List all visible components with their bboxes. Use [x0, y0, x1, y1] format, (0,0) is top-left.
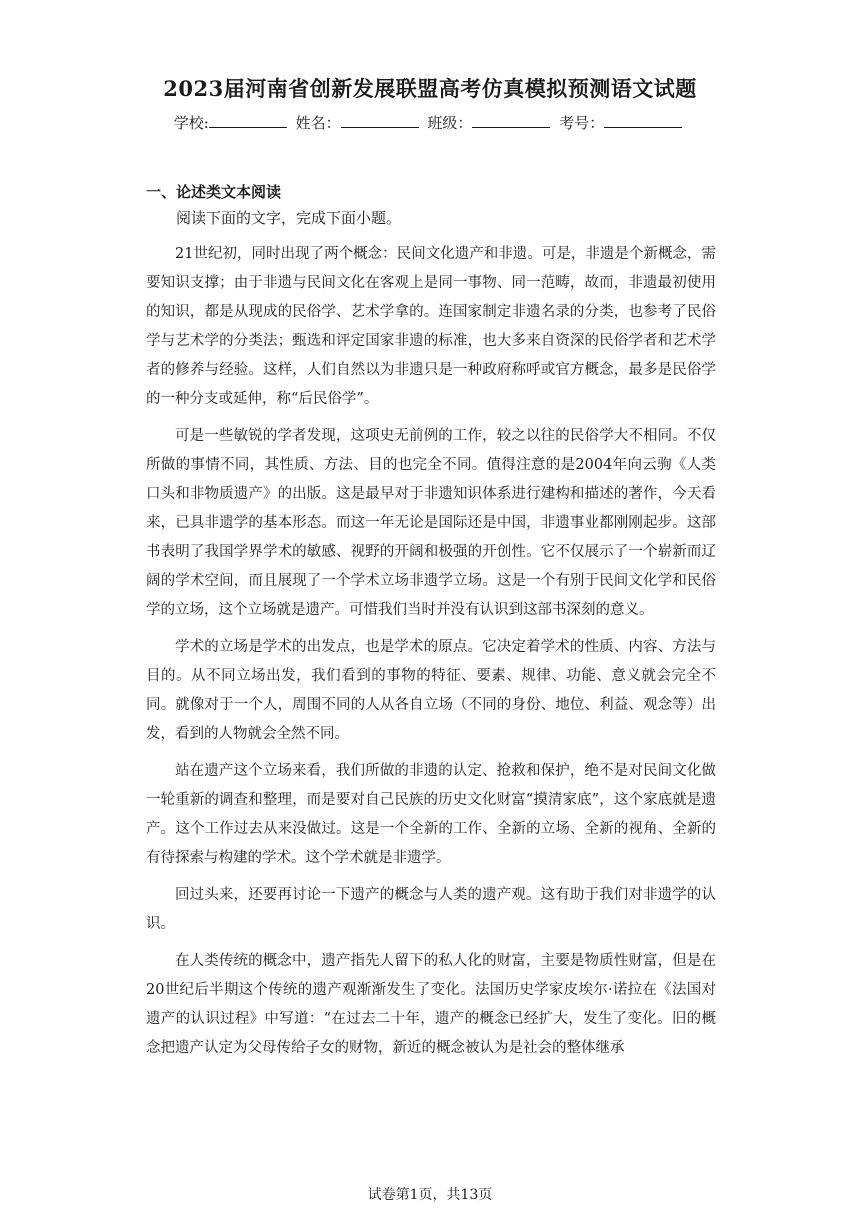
exam-number-blank: [604, 113, 682, 128]
section-heading: 一、论述类文本阅读: [146, 183, 282, 201]
class-label: 班级：: [427, 114, 473, 132]
student-info-line: [0, 112, 860, 133]
passage-paragraph: 21世纪初，同时出现了两个概念：民间文化遗产和非遗。可是，非遗是个新概念，需要知识支撑；由于非遗与民间文化在客观上是同一事物、同一范畴，故而，非遗最初使用的知识，都是从现成的民俗学、艺术学拿的。连国家制定非遗名录的分类，也参考了民俗学与艺术学的分类法；甄选和评定国家非遗的标准，也大多来自资深的民俗学者和艺术学者的修养与经验。这样，人们自然以为非遗只是一种政府称呼或官方概念，最多是民俗学的一种分支或延伸，称“后民俗学”。: [146, 246, 716, 407]
name-blank: [341, 113, 419, 128]
school-label: 学校:: [173, 114, 209, 132]
passage-paragraph: 站在遗产这个立场来看，我们所做的非遗的认定、抢救和保护，绝不是对民间文化做一轮重新的调查和整理，而是要对自己民族的历史文化财富“摸清家底”，这个家底就是遗产。这个工作过去从来没做过。这是一个全新的工作、全新的立场、全新的视角、全新的有待探索与构建的学术。这个学术就是非遗学。: [146, 763, 716, 866]
exam-number-label: 考号：: [559, 114, 605, 132]
page-footer: 试卷第1页，共13页: [367, 1187, 493, 1203]
class-blank: [472, 113, 550, 128]
passage-paragraph: 回过头来，还要再讨论一下遗产的概念与人类的遗产观。这有助于我们对非遗学的认识。: [146, 887, 716, 932]
page-title: 2023届河南省创新发展联盟高考仿真模拟预测语文试题: [163, 76, 697, 101]
passage-paragraph: 在人类传统的概念中，遗产指先人留下的私人化的财富，主要是物质性财富，但是在20世纪后半期这个传统的遗产观渐渐发生了变化。法国历史学家皮埃尔·诺拉在《法国对遗产的认识过程》中写道：“在过去二十年，遗产的概念已经扩大，发生了变化。旧的概念把遗产认定为父母传给子女的财物，新近的概念被认为是社会的整体继承: [146, 953, 716, 1056]
section-instruction: 阅读下面的文字，完成下面小题。: [176, 209, 402, 227]
school-blank: [209, 113, 287, 128]
passage-paragraph: 学术的立场是学术的出发点，也是学术的原点。它决定着学术的性质、内容、方法与目的。从不同立场出发，我们看到的事物的特征、要素、规律、功能、意义就会完全不同。就像对于一个人，周围不同的人从各自立场（不同的身份、地位、利益、观念等）出发，看到的人物就会全然不同。: [146, 639, 716, 742]
passage-paragraph: 可是一些敏锐的学者发现，这项史无前例的工作，较之以往的民俗学大不相同。不仅所做的事情不同，其性质、方法、目的也完全不同。值得注意的是2004年向云驹《人类口头和非物质遗产》的出版。这是最早对于非遗知识体系进行建构和描述的著作，今天看来，已具非遗学的基本形态。而这一年无论是国际还是中国，非遗事业都刚刚起步。这部书表明了我国学界学术的敏感、视野的开阔和极强的开创性。它不仅展示了一个崭新而辽阔的学术空间，而且展现了一个学术立场非遗学立场。这是一个有别于民间文化学和民俗学的立场，这个立场就是遗产。可惜我们当时并没有认识到这部书深刻的意义。: [146, 428, 716, 618]
reading-passage: [146, 240, 716, 1071]
name-label: 姓名：: [295, 114, 341, 132]
